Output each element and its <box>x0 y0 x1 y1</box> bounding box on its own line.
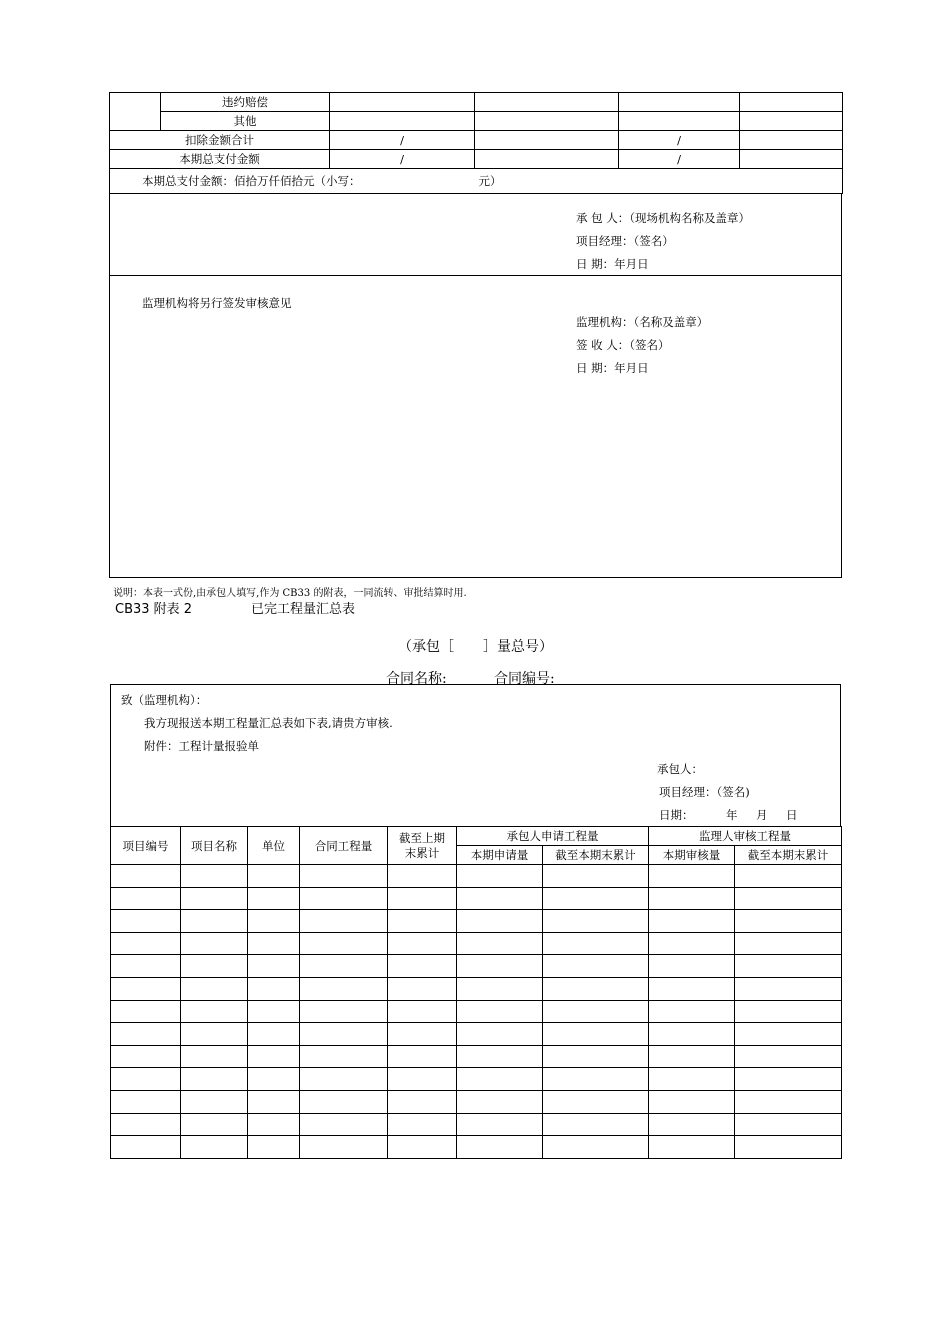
table-cell <box>248 1090 300 1113</box>
body-line: 我方现报送本期工程量汇总表如下表,请贵方审核. <box>144 716 393 730</box>
table-cell <box>248 1000 300 1023</box>
table-row <box>111 910 842 933</box>
table-cell <box>248 865 300 888</box>
table-cell <box>735 910 842 933</box>
table-cell <box>457 1068 543 1091</box>
table-cell <box>248 1045 300 1068</box>
table-cell <box>457 955 543 978</box>
table-cell <box>388 1113 457 1136</box>
table-cell <box>457 1136 543 1159</box>
table-cell <box>111 1068 181 1091</box>
table-cell <box>181 932 248 955</box>
table-cell <box>735 1023 842 1046</box>
supervisor-org-line: 监理机构：（名称及盖章） <box>576 315 709 329</box>
row-label: 其他 <box>161 112 330 131</box>
header-unit: 单位 <box>248 827 300 865</box>
table-cell <box>248 1068 300 1091</box>
header-this-apply: 本期申请量 <box>457 846 543 865</box>
table-cell <box>181 1023 248 1046</box>
table-cell <box>735 1068 842 1091</box>
contractor-label: 承包人： <box>657 762 703 776</box>
total-payment-text: 本期总支付金额：佰拾万仟佰拾元（小写： <box>142 174 361 188</box>
table-cell <box>300 955 388 978</box>
table-row <box>111 955 842 978</box>
table-cell <box>543 1136 649 1159</box>
table-cell <box>181 955 248 978</box>
table-cell <box>649 910 735 933</box>
table-cell <box>735 1000 842 1023</box>
table-row <box>111 977 842 1000</box>
date-day: 日 <box>786 808 798 822</box>
contractor-line: 承 包 人：（现场机构名称及盖章） <box>576 211 751 225</box>
table-cell <box>300 1113 388 1136</box>
table-cell <box>181 887 248 910</box>
table-cell <box>388 977 457 1000</box>
table-cell <box>248 910 300 933</box>
table-cell <box>181 1045 248 1068</box>
table-cell <box>388 1000 457 1023</box>
subtitle-right: ］量总号） <box>483 639 553 655</box>
table-cell <box>181 1068 248 1091</box>
table-cell <box>457 1090 543 1113</box>
table-cell <box>111 932 181 955</box>
table-row <box>111 1136 842 1159</box>
supervisor-note: 监理机构将另行签发审核意见 <box>142 296 292 310</box>
table-cell <box>649 1045 735 1068</box>
to-label: 致（监理机构）： <box>121 693 208 707</box>
table-cell <box>457 977 543 1000</box>
table-cell <box>735 1045 842 1068</box>
table-cell <box>649 1023 735 1046</box>
table-cell <box>181 1136 248 1159</box>
table-cell <box>735 1113 842 1136</box>
table-cell <box>111 1045 181 1068</box>
table-row <box>111 1113 842 1136</box>
table-cell <box>111 977 181 1000</box>
contract-no-label: 合同编号: <box>494 671 555 687</box>
submission-box <box>110 684 841 827</box>
row-label: 本期总支付金额 <box>110 150 330 169</box>
table-cell <box>181 1113 248 1136</box>
table-cell <box>735 1136 842 1159</box>
table-cell <box>300 1045 388 1068</box>
table-cell <box>649 932 735 955</box>
slash-mark: / <box>330 131 475 150</box>
payment-deductions-table <box>109 92 843 194</box>
table-cell <box>735 1090 842 1113</box>
header-item-no: 项目编号 <box>111 827 181 865</box>
footnote: 说明：本表一式份,由承包人填写,作为 CB33 的附表，一同流转、审批结算时用. <box>113 588 467 599</box>
slash-mark: / <box>330 150 475 169</box>
table-cell <box>388 955 457 978</box>
table-cell <box>388 932 457 955</box>
table-cell <box>111 1000 181 1023</box>
table-cell <box>388 887 457 910</box>
table-cell <box>457 1023 543 1046</box>
table-cell <box>300 1090 388 1113</box>
table-cell <box>300 887 388 910</box>
table-cell <box>248 1023 300 1046</box>
table-cell <box>457 932 543 955</box>
table-cell <box>543 1090 649 1113</box>
table-cell <box>649 865 735 888</box>
table-cell <box>649 1068 735 1091</box>
slash-mark: / <box>619 150 740 169</box>
blank-rows <box>111 865 842 1159</box>
table-cell <box>111 865 181 888</box>
table-cell <box>735 932 842 955</box>
table-cell <box>543 955 649 978</box>
total-payment-row <box>110 169 843 194</box>
table-cell <box>181 910 248 933</box>
table-row <box>110 112 843 131</box>
table-cell <box>300 977 388 1000</box>
table-row <box>110 131 843 150</box>
header-contractor-group: 承包人申请工程量 <box>457 827 649 846</box>
table-cell <box>457 1045 543 1068</box>
table-cell <box>181 1090 248 1113</box>
table-cell <box>735 955 842 978</box>
table-cell <box>300 1023 388 1046</box>
slash-mark: / <box>619 131 740 150</box>
table-cell <box>388 910 457 933</box>
table-cell <box>248 1136 300 1159</box>
subtitle-left: （承包［ <box>398 639 454 655</box>
table-cell <box>300 932 388 955</box>
table-cell <box>388 1136 457 1159</box>
header-this-review: 本期审核量 <box>649 846 735 865</box>
date-line: 日 期：年月日 <box>576 257 649 271</box>
table-cell <box>543 887 649 910</box>
table-row <box>111 932 842 955</box>
table-cell <box>543 1068 649 1091</box>
table-cell <box>649 1000 735 1023</box>
table-cell <box>457 1113 543 1136</box>
table-row <box>110 93 843 112</box>
receiver-line: 签 收 人：（签名） <box>576 338 670 352</box>
table-cell <box>300 1000 388 1023</box>
table-row <box>111 1000 842 1023</box>
table-cell <box>543 1113 649 1136</box>
table-cell <box>248 1113 300 1136</box>
table-cell <box>649 1113 735 1136</box>
table-cell <box>300 1068 388 1091</box>
table-cell <box>248 932 300 955</box>
table-cell <box>181 865 248 888</box>
table-cell <box>388 1090 457 1113</box>
table-cell <box>388 1045 457 1068</box>
table-cell <box>543 1023 649 1046</box>
table-row <box>111 1068 842 1091</box>
header-prev-cumulative: 截至上期 末累计 <box>388 827 457 865</box>
date-year: 年 <box>726 808 738 822</box>
header-cum-apply: 截至本期末累计 <box>543 846 649 865</box>
manager-label: 项目经理：（签名) <box>659 785 750 799</box>
table-cell <box>300 1136 388 1159</box>
table-cell <box>300 865 388 888</box>
header-supervisor-group: 监理人审核工程量 <box>649 827 842 846</box>
table-cell <box>181 1000 248 1023</box>
table-cell <box>735 887 842 910</box>
table-cell <box>649 955 735 978</box>
quantity-summary-table <box>110 826 842 1159</box>
form-title: 已完工程量汇总表 <box>251 602 356 617</box>
table-cell <box>248 955 300 978</box>
table-row <box>111 1045 842 1068</box>
table-cell <box>181 977 248 1000</box>
row-label: 扣除金额合计 <box>110 131 330 150</box>
header-item-name: 项目名称 <box>181 827 248 865</box>
table-cell <box>111 910 181 933</box>
table-cell <box>649 977 735 1000</box>
form-code: CB33 附表 2 <box>115 602 193 617</box>
table-cell <box>543 910 649 933</box>
table-cell <box>388 1068 457 1091</box>
table-row <box>111 1090 842 1113</box>
supervisor-box <box>109 275 842 578</box>
table-cell <box>457 865 543 888</box>
table-cell <box>457 887 543 910</box>
total-payment-suffix: 元） <box>478 174 502 188</box>
table-cell <box>111 1113 181 1136</box>
table-cell <box>248 887 300 910</box>
table-cell <box>457 1000 543 1023</box>
contract-name-label: 合同名称: <box>386 671 447 687</box>
table-cell <box>543 1000 649 1023</box>
table-cell <box>111 1023 181 1046</box>
table-cell <box>111 1136 181 1159</box>
table-cell <box>735 865 842 888</box>
date-label: 日期： <box>659 808 694 822</box>
table-cell <box>649 887 735 910</box>
table-cell <box>300 910 388 933</box>
attachment-line: 附件：工程计量报验单 <box>144 739 259 753</box>
manager-line: 项目经理：（签名） <box>576 234 674 248</box>
header-cum-review: 截至本期末累计 <box>735 846 842 865</box>
table-cell <box>388 1023 457 1046</box>
table-cell <box>543 865 649 888</box>
table-cell <box>543 977 649 1000</box>
merged-category-cell <box>110 93 161 131</box>
table-cell <box>457 910 543 933</box>
table-cell <box>248 977 300 1000</box>
date-month: 月 <box>756 808 768 822</box>
table-row <box>111 887 842 910</box>
table-cell <box>735 977 842 1000</box>
table-row <box>111 1023 842 1046</box>
table-cell <box>388 865 457 888</box>
table-cell <box>111 1090 181 1113</box>
header-contract-qty: 合同工程量 <box>300 827 388 865</box>
table-cell <box>649 1136 735 1159</box>
header-row-1 <box>111 827 842 846</box>
table-row <box>111 865 842 888</box>
table-cell <box>543 1045 649 1068</box>
contractor-signature-box <box>109 194 842 276</box>
row-label: 违约赔偿 <box>161 93 330 112</box>
supervisor-date-line: 日 期：年月日 <box>576 361 649 375</box>
table-cell <box>543 932 649 955</box>
table-cell <box>111 955 181 978</box>
table-cell <box>649 1090 735 1113</box>
table-cell <box>111 887 181 910</box>
table-row <box>110 150 843 169</box>
